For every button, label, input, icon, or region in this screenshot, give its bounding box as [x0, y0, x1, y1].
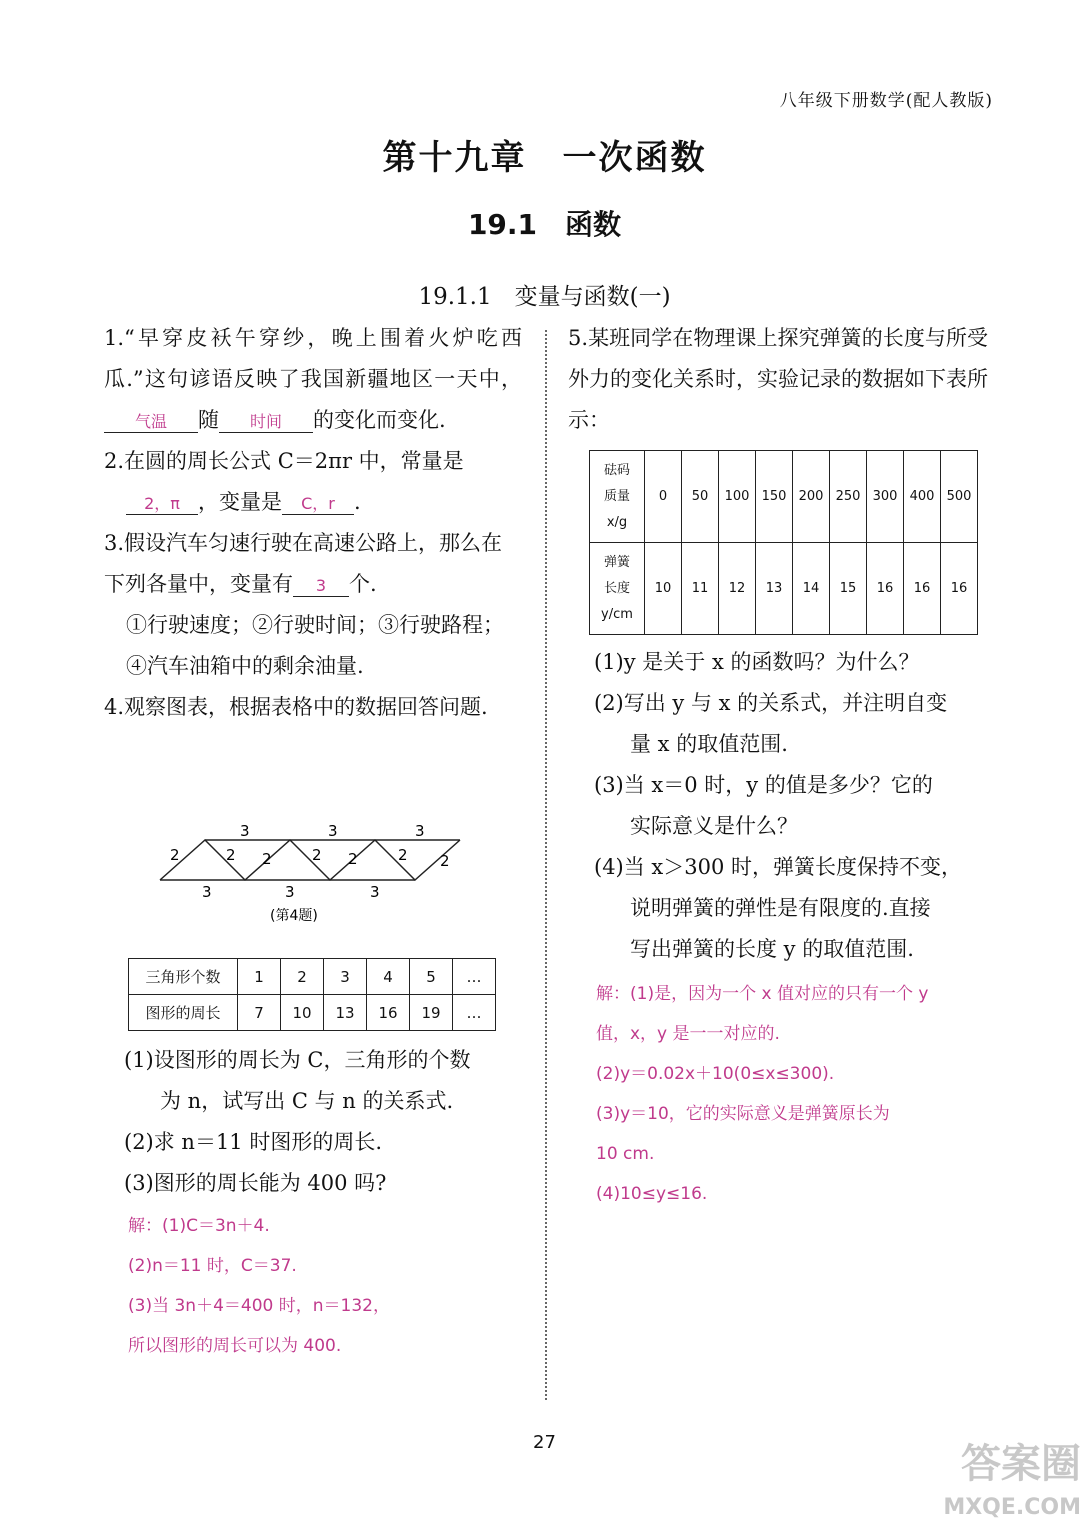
- q4-sub3: (3)图形的周长能为 400 吗?: [124, 1171, 387, 1195]
- q5-sub3-b: 实际意义是什么？: [630, 814, 798, 838]
- table-cell: 16: [904, 543, 941, 635]
- label-bottom-3: 3: [370, 883, 380, 901]
- watermark-url: MXQE.COM: [943, 1495, 1081, 1520]
- q5-table: [589, 450, 978, 635]
- answer-line: (2)y＝0.02x＋10(0≤x≤300).: [596, 1064, 835, 1084]
- column-divider: [545, 330, 547, 1400]
- q1: [104, 318, 522, 441]
- label-line: x/g: [606, 514, 628, 530]
- answer-line: 10 cm.: [596, 1144, 655, 1164]
- label-top-1: 3: [240, 822, 250, 840]
- q4-row2-label: 图形的周长: [129, 995, 238, 1031]
- label-line: 长度: [603, 580, 630, 596]
- table-cell: 4: [367, 959, 410, 995]
- table-cell: 10: [281, 995, 324, 1031]
- answer-line: 所以图形的周长可以为 400.: [128, 1336, 342, 1356]
- label-line: 砝码: [603, 462, 630, 478]
- answer-line: (4)10≤y≤16.: [596, 1184, 708, 1204]
- watermark-logo: 答案圈: [961, 1441, 1081, 1487]
- label-top-3: 3: [415, 822, 425, 840]
- watermark: [943, 1442, 1081, 1530]
- label-bottom-2: 3: [285, 883, 295, 901]
- q5-sub4-a: (4)当 x＞300 时，弹簧长度保持不变，: [594, 855, 963, 879]
- q5-sub1: (1)y 是关于 x 的函数吗？为什么？: [594, 650, 920, 674]
- label-top-2: 3: [328, 822, 338, 840]
- q4-sub1-a: (1)设图形的周长为 C，三角形的个数: [124, 1048, 471, 1072]
- label-side-6: 2: [398, 846, 408, 864]
- q5-row1-label: [590, 451, 645, 543]
- q4-answers: [128, 1206, 528, 1366]
- q4-figure: [150, 820, 470, 930]
- q1-text-a: 1.“早穿皮袄午穿纱，晚上围着火炉吃西瓜.”这句谚语反映了我国新疆地区一天中，: [104, 326, 522, 391]
- chapter-title: 第十九章 一次函数: [382, 138, 707, 178]
- subsection-title: 19.1.1 变量与函数(一): [418, 284, 671, 310]
- q5-answers: [596, 974, 996, 1214]
- q1-blank1: 气温: [104, 412, 198, 433]
- table-cell: 100: [719, 451, 756, 543]
- table-cell: 500: [941, 451, 978, 543]
- label-side-1: 2: [170, 846, 180, 864]
- table-cell: 7: [238, 995, 281, 1031]
- zigzag-line: [160, 840, 460, 880]
- label-side-4: 2: [312, 846, 322, 864]
- table-cell: 2: [281, 959, 324, 995]
- table-cell: 16: [941, 543, 978, 635]
- answer-line: (3)当 3n＋4＝400 时，n＝132，: [128, 1296, 390, 1316]
- label-side-3: 2: [262, 850, 272, 868]
- q2: [104, 441, 522, 523]
- q3-end: 个.: [349, 572, 377, 596]
- label-line: 质量: [603, 488, 630, 504]
- q4-sub2: (2)求 n＝11 时图形的周长.: [124, 1130, 383, 1154]
- table-cell: …: [453, 959, 496, 995]
- q5-sub3-a: (3)当 x＝0 时，y 的值是多少？它的: [594, 773, 933, 797]
- table-cell: 16: [867, 543, 904, 635]
- table-cell: 250: [830, 451, 867, 543]
- table-cell: 16: [367, 995, 410, 1031]
- q1-mid: 随: [198, 408, 219, 432]
- table-cell: 13: [756, 543, 793, 635]
- section-title: 19.1 函数: [467, 208, 622, 241]
- q5-row2-label: [590, 543, 645, 635]
- table-cell: 11: [682, 543, 719, 635]
- answer-line: 解：(1)C＝3n＋4.: [128, 1216, 270, 1236]
- page-number: 27: [533, 1432, 556, 1453]
- table-cell: 0: [645, 451, 682, 543]
- q4-text: 4.观察图表，根据表格中的数据回答问题.: [104, 695, 488, 719]
- table-cell: 200: [793, 451, 830, 543]
- answer-line: (2)n＝11 时，C＝37.: [128, 1256, 297, 1276]
- answer-line: (3)y＝10，它的实际意义是弹簧原长为: [596, 1104, 890, 1124]
- table-cell: 19: [410, 995, 453, 1031]
- table-row: [590, 451, 978, 543]
- q1-text-b: 的变化而变化.: [313, 408, 446, 432]
- table-cell: 15: [830, 543, 867, 635]
- table-cell: 1: [238, 959, 281, 995]
- q3-options: ①行驶速度；②行驶时间；③行驶路程；④汽车油箱中的剩余油量.: [126, 613, 504, 678]
- table-cell: 12: [719, 543, 756, 635]
- q2-end: .: [354, 490, 361, 514]
- table-row: [129, 995, 496, 1031]
- q5-sub2-b: 量 x 的取值范围.: [630, 732, 788, 756]
- q5-sub2-a: (2)写出 y 与 x 的关系式，并注明自变: [594, 691, 948, 715]
- label-line: y/cm: [601, 606, 633, 622]
- page-header: 八年级下册数学(配人教版): [779, 91, 993, 111]
- q5-subquestions: [594, 642, 994, 970]
- table-cell: 5: [410, 959, 453, 995]
- table-row: [129, 959, 496, 995]
- table-cell: 300: [867, 451, 904, 543]
- label-side-5: 2: [348, 850, 358, 868]
- label-side-7: 2: [440, 852, 450, 870]
- table-cell: 50: [682, 451, 719, 543]
- q2-text-a: 2.在圆的周长公式 C＝2πr 中，常量是: [104, 449, 464, 473]
- q3-blank: 3: [293, 576, 349, 597]
- right-column: [568, 318, 988, 441]
- q2-blank2: C，r: [282, 494, 354, 515]
- q2-blank1: 2，π: [126, 494, 198, 515]
- q4-subquestions: [124, 1040, 524, 1204]
- left-column: [104, 318, 522, 728]
- table-cell: 13: [324, 995, 367, 1031]
- q5-sub4-b: 说明弹簧的弹性是有限度的.直接: [630, 896, 931, 920]
- q4-row1-label: 三角形个数: [129, 959, 238, 995]
- table-cell: 150: [756, 451, 793, 543]
- q4-figure-caption: (第4题): [270, 908, 318, 924]
- q3-text-a: 3.假设汽车匀速行驶在高速公路上，那么在下列各量中，变量有: [104, 531, 503, 596]
- answer-line: 值，x，y 是一一对应的.: [596, 1024, 780, 1044]
- q2-mid: ，变量是: [198, 490, 282, 514]
- label-line: 弹簧: [603, 554, 630, 570]
- table-cell: 10: [645, 543, 682, 635]
- q5-text: 5.某班同学在物理课上探究弹簧的长度与所受外力的变化关系时，实验记录的数据如下表所示：: [568, 326, 988, 432]
- table-cell: 3: [324, 959, 367, 995]
- q1-blank2: 时间: [219, 412, 313, 433]
- label-side-2: 2: [226, 846, 236, 864]
- q4-sub1-b: 为 n，试写出 C 与 n 的关系式.: [160, 1089, 454, 1113]
- q4-table: [128, 958, 496, 1031]
- table-cell: 400: [904, 451, 941, 543]
- table-row: [590, 543, 978, 635]
- table-cell: …: [453, 995, 496, 1031]
- q3: [104, 523, 522, 605]
- label-bottom-1: 3: [202, 883, 212, 901]
- q5-sub4-c: 写出弹簧的长度 y 的取值范围.: [630, 937, 914, 961]
- table-cell: 14: [793, 543, 830, 635]
- answer-line: 解：(1)是，因为一个 x 值对应的只有一个 y: [596, 984, 929, 1004]
